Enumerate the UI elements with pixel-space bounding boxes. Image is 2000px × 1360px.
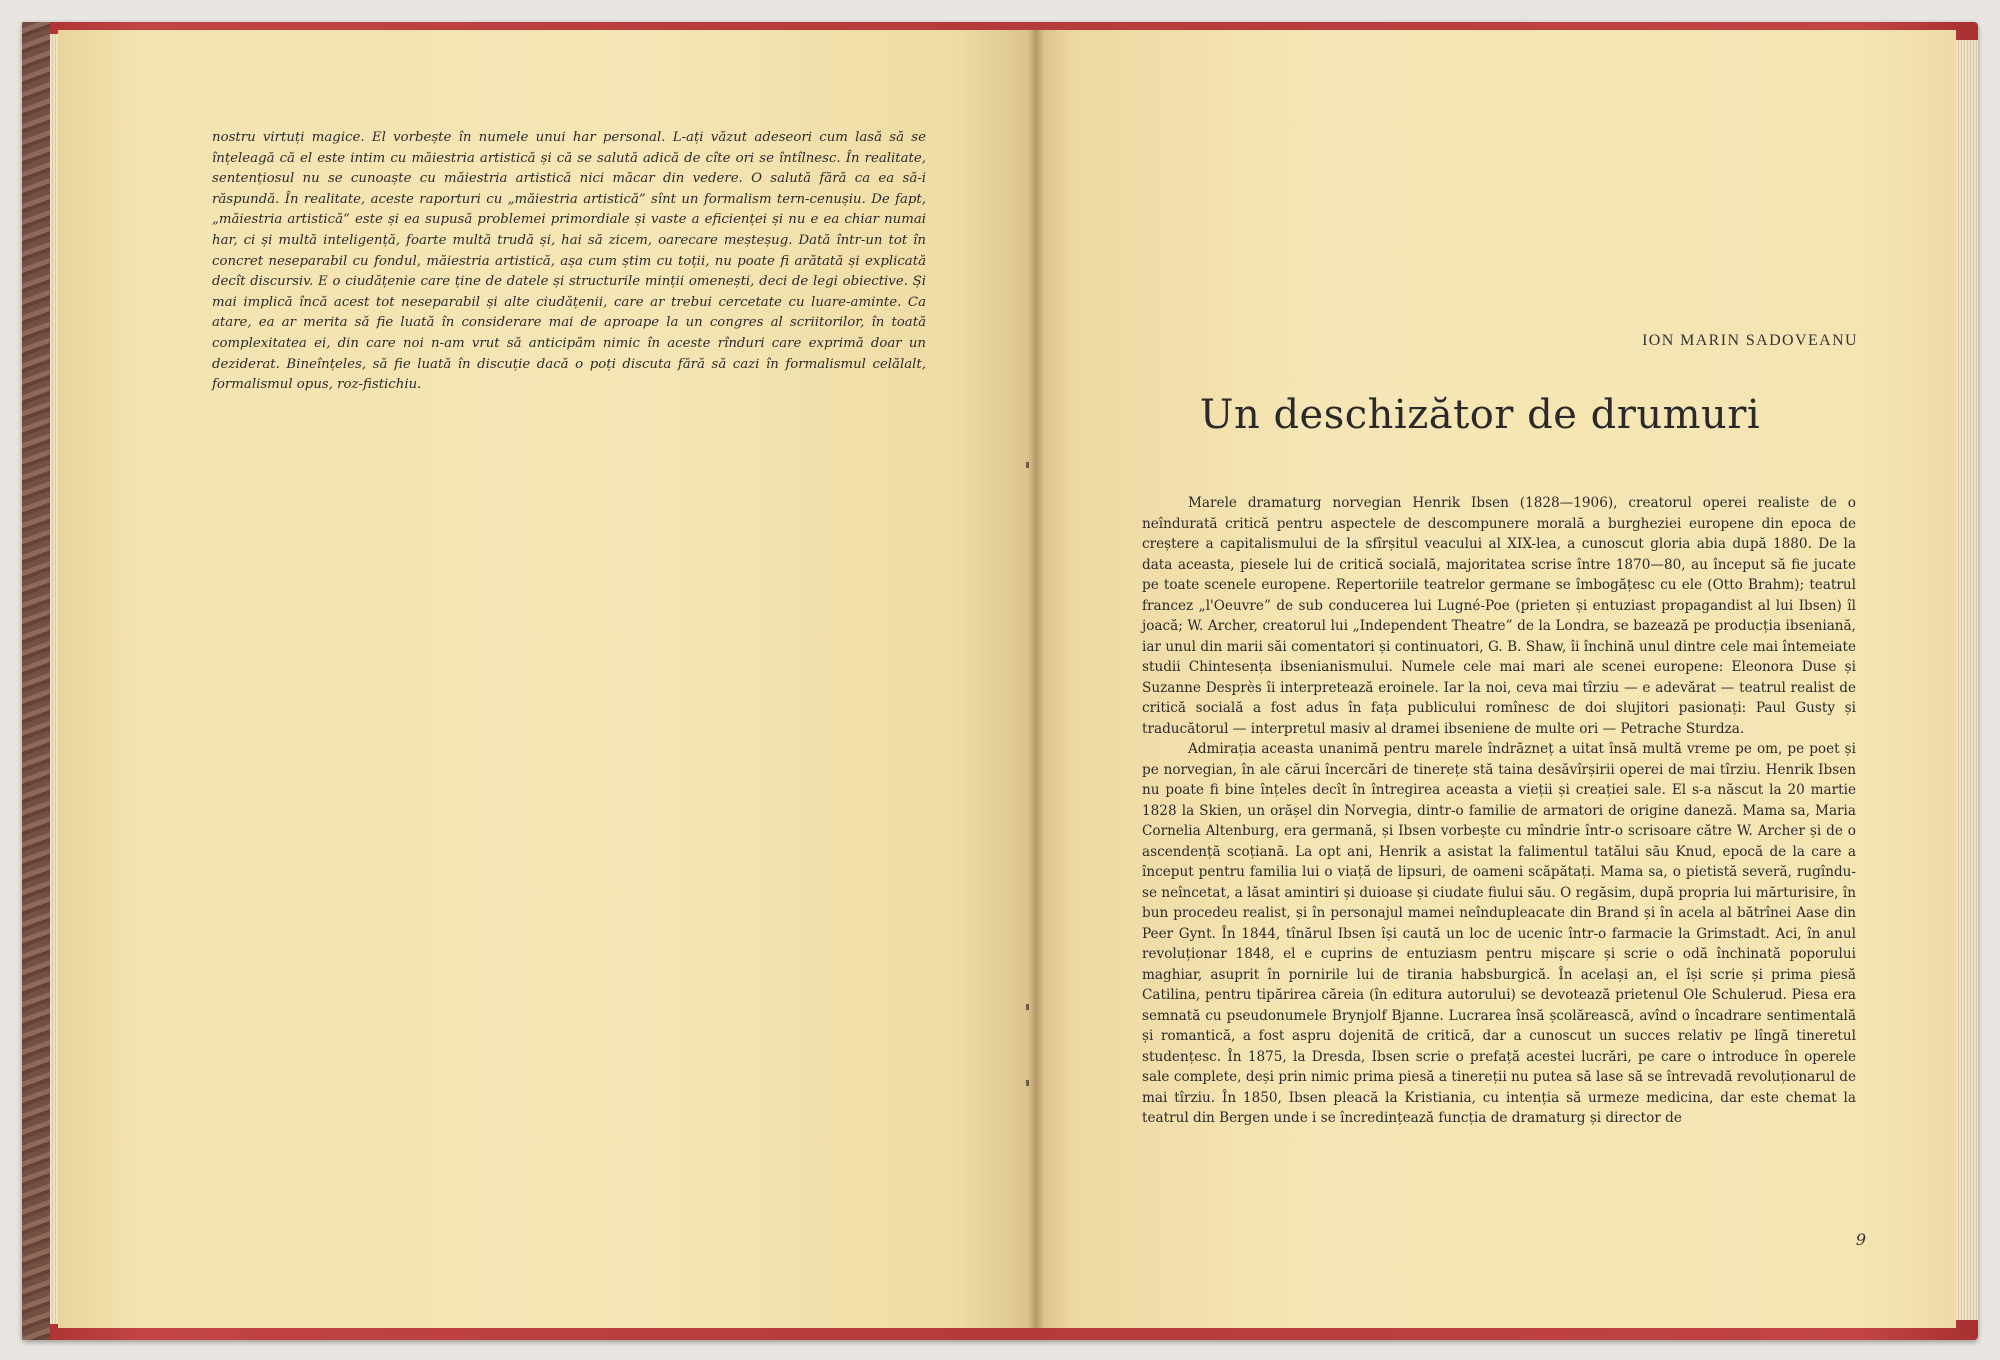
article-body	[1142, 493, 1856, 1129]
binding-thread-mark	[1026, 1080, 1029, 1086]
right-page-edges	[1956, 40, 1978, 1320]
article-author: ION MARIN SADOVEANU	[1642, 332, 1858, 349]
cover-marbling	[22, 22, 50, 1340]
page-number: 9	[1855, 1230, 1866, 1249]
book-gutter	[1028, 30, 1044, 1328]
left-page-paragraph: nostru virtuți magice. El vorbește în numele unui har personal. L-ați văzut adeseori cum lasă să se înțeleagă că el este intim cu măiestria artistică și că se salută adică de cîte ori se întîlnesc. În realitate, sentențiosul nu se cunoaște cu măiestria artistică nici măcar din vedere. O salută fără ca ea să-i răspundă. În realitate, aceste raporturi cu „măiestria artistică” sînt un formalism tern-cenușiu. De fapt, „măiestria artistică” este și ea supusă problemei primordiale și vaste a eficienței și nu e ea chiar numai har, ci și multă inteligență, foarte multă trudă și, hai să zicem, oarecare meșteșug. Dată într-un tot în concret neseparabil cu fondul, măiestria artistică, așa cum știm cu toții, nu poate fi arătată și explicată decît discursiv. E o ciudățenie care ține de datele și structurile minții omenești, deci de legi obiective. Și mai implică încă acest tot neseparabil și alte ciudățenii, care ar trebui cercetate cu luare-aminte. Ca atare, ea ar merita să fie luată în considerare mai de aproape la un congres al scriitorilor, în toată complexitatea ei, din care noi n-am vrut să anticipăm nimic în aceste rînduri care exprimă doar un deziderat. Bineînțeles, să fie luată în discuție dacă o poți discuta fără să cazi în formalismul celălalt, formalismul opus, roz-fistichiu.	[212, 130, 926, 393]
binding-thread-mark	[1026, 1004, 1029, 1010]
article-title: Un deschizător de drumuri	[1199, 392, 1761, 438]
article-paragraph-1: Marele dramaturg norvegian Henrik Ibsen (1828—1906), creatorul operei realiste de o neîndurată critică pentru aspectele de descompunere morală a burgheziei europene din epoca de creștere a capitalismului de la sfîrșitul veacului al XIX-lea, a cunoscut gloria abia după 1880. De la data aceasta, piesele lui de critică socială, majoritatea scrise între 1870—80, au început să fie jucate pe toate scenele europene. Repertoriile teatrelor germane se îmbogățesc cu ele (Otto Brahm); teatrul francez „l'Oeuvre” de sub conducerea lui Lugné-Poe (prieten și entuziast propagandist al lui Ibsen) îl joacă; W. Archer, creatorul lui „Independent Theatre” de la Londra, se bazează pe producția ibseniană, iar unul din marii săi comentatori și continuatori, G. B. Shaw, îi închină unul dintre cele mai întemeiate studii Chintesența ibsenianismului. Numele cele mai mari ale scenei europene: Eleonora Duse și Suzanne Desprès îi interpretează eroinele. Iar la noi, ceva mai tîrziu — e adevărat — teatrul realist de critică socială a fost adus în fața publicului romînesc de doi slujitori pasionați: Paul Gusty și traducătorul — interpretul masiv al dramei ibseniene de multe ori — Petrache Sturdza.	[1142, 495, 1856, 737]
article-paragraph-2: Admirația aceasta unanimă pentru marele îndrăzneț a uitat însă multă vreme pe om, pe poet și pe norvegian, în ale cărui încercări de tinerețe stă taina desăvîrșirii operei de mai tîrziu. Henrik Ibsen nu poate fi bine înțeles decît în întregirea aceasta a vieții și creației sale. El s-a născut la 20 martie 1828 la Skien, un orășel din Norvegia, dintr-o familie de armatori de origine daneză. Mama sa, Maria Cornelia Altenburg, era germană, și Ibsen vorbește cu mîndrie într-o scrisoare către W. Archer și de o ascendență scoțiană. La opt ani, Henrik a asistat la falimentul tatălui său Knud, epocă de la care a început pentru familia lui o viață de lipsuri, de oameni scăpătați. Mama sa, o pietistă severă, rugîndu-se neîncetat, a lăsat amintiri și duioase și ciudate fiului său. O regăsim, după propria lui mărturisire, în bun procedeu realist, și în personajul mamei neîndupleacate din Brand și în acela al bătrînei Aase din Peer Gynt. În 1844, tînărul Ibsen își caută un loc de ucenic într-o farmacie la Grimstadt. Aci, în anul revoluționar 1848, el e cuprins de entuziasm pentru mișcare și scrie o odă închinată poporului maghiar, asuprit în pornirile lui de tirania habsburgică. În același an, el își scrie și prima piesă Catilina, pentru tipărirea căreia (în editura autorului) se devotează prietenul Ole Schulerud. Piesa era semnată cu pseudonumele Brynjolf Bjanne. Lucrarea însă școlărească, avînd o încadrare sentimentală și romantică, a fost aspru dojenită de critică, dar a cunoscut un succes relativ pe lîngă tineretul studențesc. În 1875, la Dresda, Ibsen scrie o prefață acestei lucrări, pe care o introduce în operele sale complete, deși prin nimic prima piesă a tinereții nu putea să lase să se întrevadă revoluționarul de mai tîrziu. În 1850, Ibsen pleacă la Kristiania, cu intenția să urmeze medicina, dar este chemat la teatrul din Bergen unde i se încredințează funcția de dramaturg și director de	[1142, 741, 1856, 1126]
binding-thread-mark	[1026, 462, 1029, 468]
